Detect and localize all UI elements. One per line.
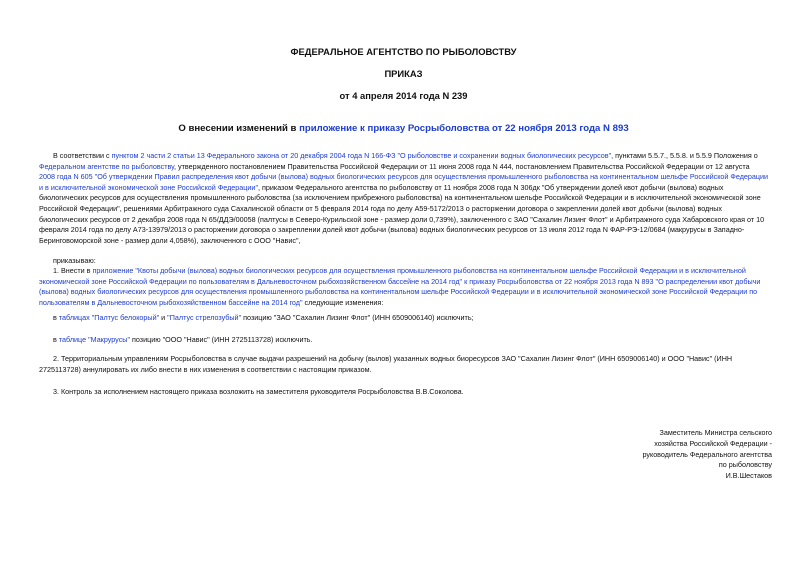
preamble-text: В соответствии с xyxy=(53,151,112,160)
preamble-paragraph xyxy=(39,151,776,246)
item-1a-line xyxy=(53,313,474,322)
appendix-link[interactable]: пользователям в Дальневосточном рыбохозяйственном бассейне на 2014 год" xyxy=(39,297,303,307)
signature-line: Заместитель Министра сельского xyxy=(659,428,772,437)
subject-link[interactable]: приложение к приказу Росрыболовства от 22 ноября 2013 года N 893 xyxy=(299,123,629,134)
preamble-text: Российской Федерации" xyxy=(39,203,120,213)
item-1-paragraph xyxy=(39,266,776,308)
signer-name: И.В.Шестаков xyxy=(725,471,772,481)
order-word: приказываю: xyxy=(53,256,96,265)
item-text: следующие изменения: xyxy=(302,297,384,307)
table-link-halibut-whitebelly[interactable]: таблицах "Палтус белокорый" xyxy=(58,313,160,322)
appendix-link[interactable]: (вылова) водных биологических ресурсов для осуществления промышленного рыболовства на континентальном шельфе Российской Федерации и в исключительной экономической зоне Российской Федерации по xyxy=(39,287,758,297)
regulation-link[interactable]: Федеральном агентстве по рыболовству xyxy=(39,161,175,171)
agency-title: ФЕДЕРАЛЬНОЕ АГЕНТСТВО ПО РЫБОЛОВСТВУ xyxy=(290,46,517,57)
signature-block xyxy=(602,428,772,482)
document-type: ПРИКАЗ xyxy=(384,68,423,79)
preamble-text: , пунктами 5.5.7., 5.5.8. и 5.5.9 Положения о xyxy=(611,151,758,160)
item-text: позицию "ООО "Навис" (ИНН 2725113728) исключить. xyxy=(130,335,313,344)
item-2-paragraph xyxy=(39,354,776,375)
table-link-halibut-arrowtooth[interactable]: "Палтус стрелозубый" xyxy=(167,313,242,322)
item-text: в xyxy=(53,335,59,344)
appendix-link[interactable]: приложение "Квоты добычи (вылова) водных биологических ресурсов для осуществления промышленного рыболовства на континентальном шельфе Российской Федерации и в исключительной xyxy=(92,266,746,275)
preamble-text: , приказом Федерального агентства по рыболовству от 11 ноября 2008 года N 306дк "Об утверждении долей квот добычи (вылова) водных xyxy=(258,182,724,192)
preamble-text: , решениями Арбитражного суда Сахалинской области от 5 февраля 2014 года по делу А59-5172/2013 о расторжении договора о закреплении долей квот добычи (вылова) водных xyxy=(119,203,722,213)
appendix-link[interactable]: экономической зоне Российской Федерации по пользователям в Дальневосточном рыбохозяйственном бассейне на 2014 год" к приказу Росрыболовства от 22 ноября 2013 года N 893 "О распределении квот добычи xyxy=(39,276,761,286)
preamble-text: февраля 2014 года по делу А73-13979/2013 о расторжении договора о закреплении долей квот добычи (вылова) водных биологических ресурсов от 13 июля 2012 года N ФАР-РЭ-12/0684 (макрурусы в Западно- xyxy=(39,225,745,235)
table-link-grenadiers[interactable]: таблице "Макрурусы" xyxy=(58,335,130,344)
document-date-number: от 4 апреля 2014 года N 239 xyxy=(339,90,468,101)
item-text: 1. Внести в xyxy=(53,266,93,275)
item-text: позицию "ЗАО "Сахалин Лизинг Флот" (ИНН 6509006140) исключить; xyxy=(241,313,474,322)
item-text: и xyxy=(159,313,168,322)
document-subject xyxy=(0,123,807,134)
preamble-text: , утвержденного постановлением Правительства Российской Федерации от 11 июня 2008 года N 444, постановлением Правительства Российской Федерации от 12 августа xyxy=(174,161,750,171)
item-1b-line xyxy=(53,335,313,344)
item-3-line: 3. Контроль за исполнением настоящего приказа возложить на заместителя руководителя Росрыболовства В.В.Соколова. xyxy=(53,387,464,396)
preamble-text: биологических ресурсов от 2 декабря 2008 года N 65/ДДЭ/00058 (палтусы в Северо-Курильской зоне - размер доли 0,739%), заключенного с ЗАО "Сахалин Лизинг Флот" и Арбитражного суда Хабаровского края от 10 xyxy=(39,214,765,224)
subject-prefix: О внесении изменений в xyxy=(178,123,300,134)
decree-link[interactable]: 2008 года N 605 "Об утверждении Правил распределения квот добычи (вылова) водных биологических ресурсов для осуществления промышленного рыболовства на континентальном шельфе Российской Федерации xyxy=(39,172,769,182)
item-text: в xyxy=(53,313,59,322)
preamble-text: биологических ресурсов для осуществления промышленного рыболовства (за исключением прибрежного рыболовства) на континентальном шельфе Российской Федерации и в исключительной экономической зоне xyxy=(39,193,761,203)
signature-line: по рыболовству xyxy=(718,460,772,470)
law-link[interactable]: пунктом 2 части 2 статьи 13 Федерального закона от 20 декабря 2004 года N 166-ФЗ "О рыболовстве и сохранении водных биологических ресурсов" xyxy=(111,151,612,160)
item-text: 2725113728) аннулировать их либо внести в них изменения в соответствии с настоящим приказом. xyxy=(39,364,372,374)
decree-link[interactable]: и в исключительной экономической зоне Российской Федерации" xyxy=(39,182,258,192)
preamble-text: Беринговоморской зоне - размер доли 4,058%), заключенного с ООО "Навис", xyxy=(39,235,301,245)
item-text: 2. Территориальным управлениям Росрыболовства в случае выдачи разрешений на добычу (вылов) указанных водных биоресурсов ЗАО "Сахалин Лизинг Флот" (ИНН 6509006140) и ООО "Навис" (ИНН xyxy=(53,354,733,363)
signature-line: хозяйства Российской Федерации - xyxy=(654,438,772,448)
signature-line: руководитель Федерального агентства xyxy=(642,449,772,459)
